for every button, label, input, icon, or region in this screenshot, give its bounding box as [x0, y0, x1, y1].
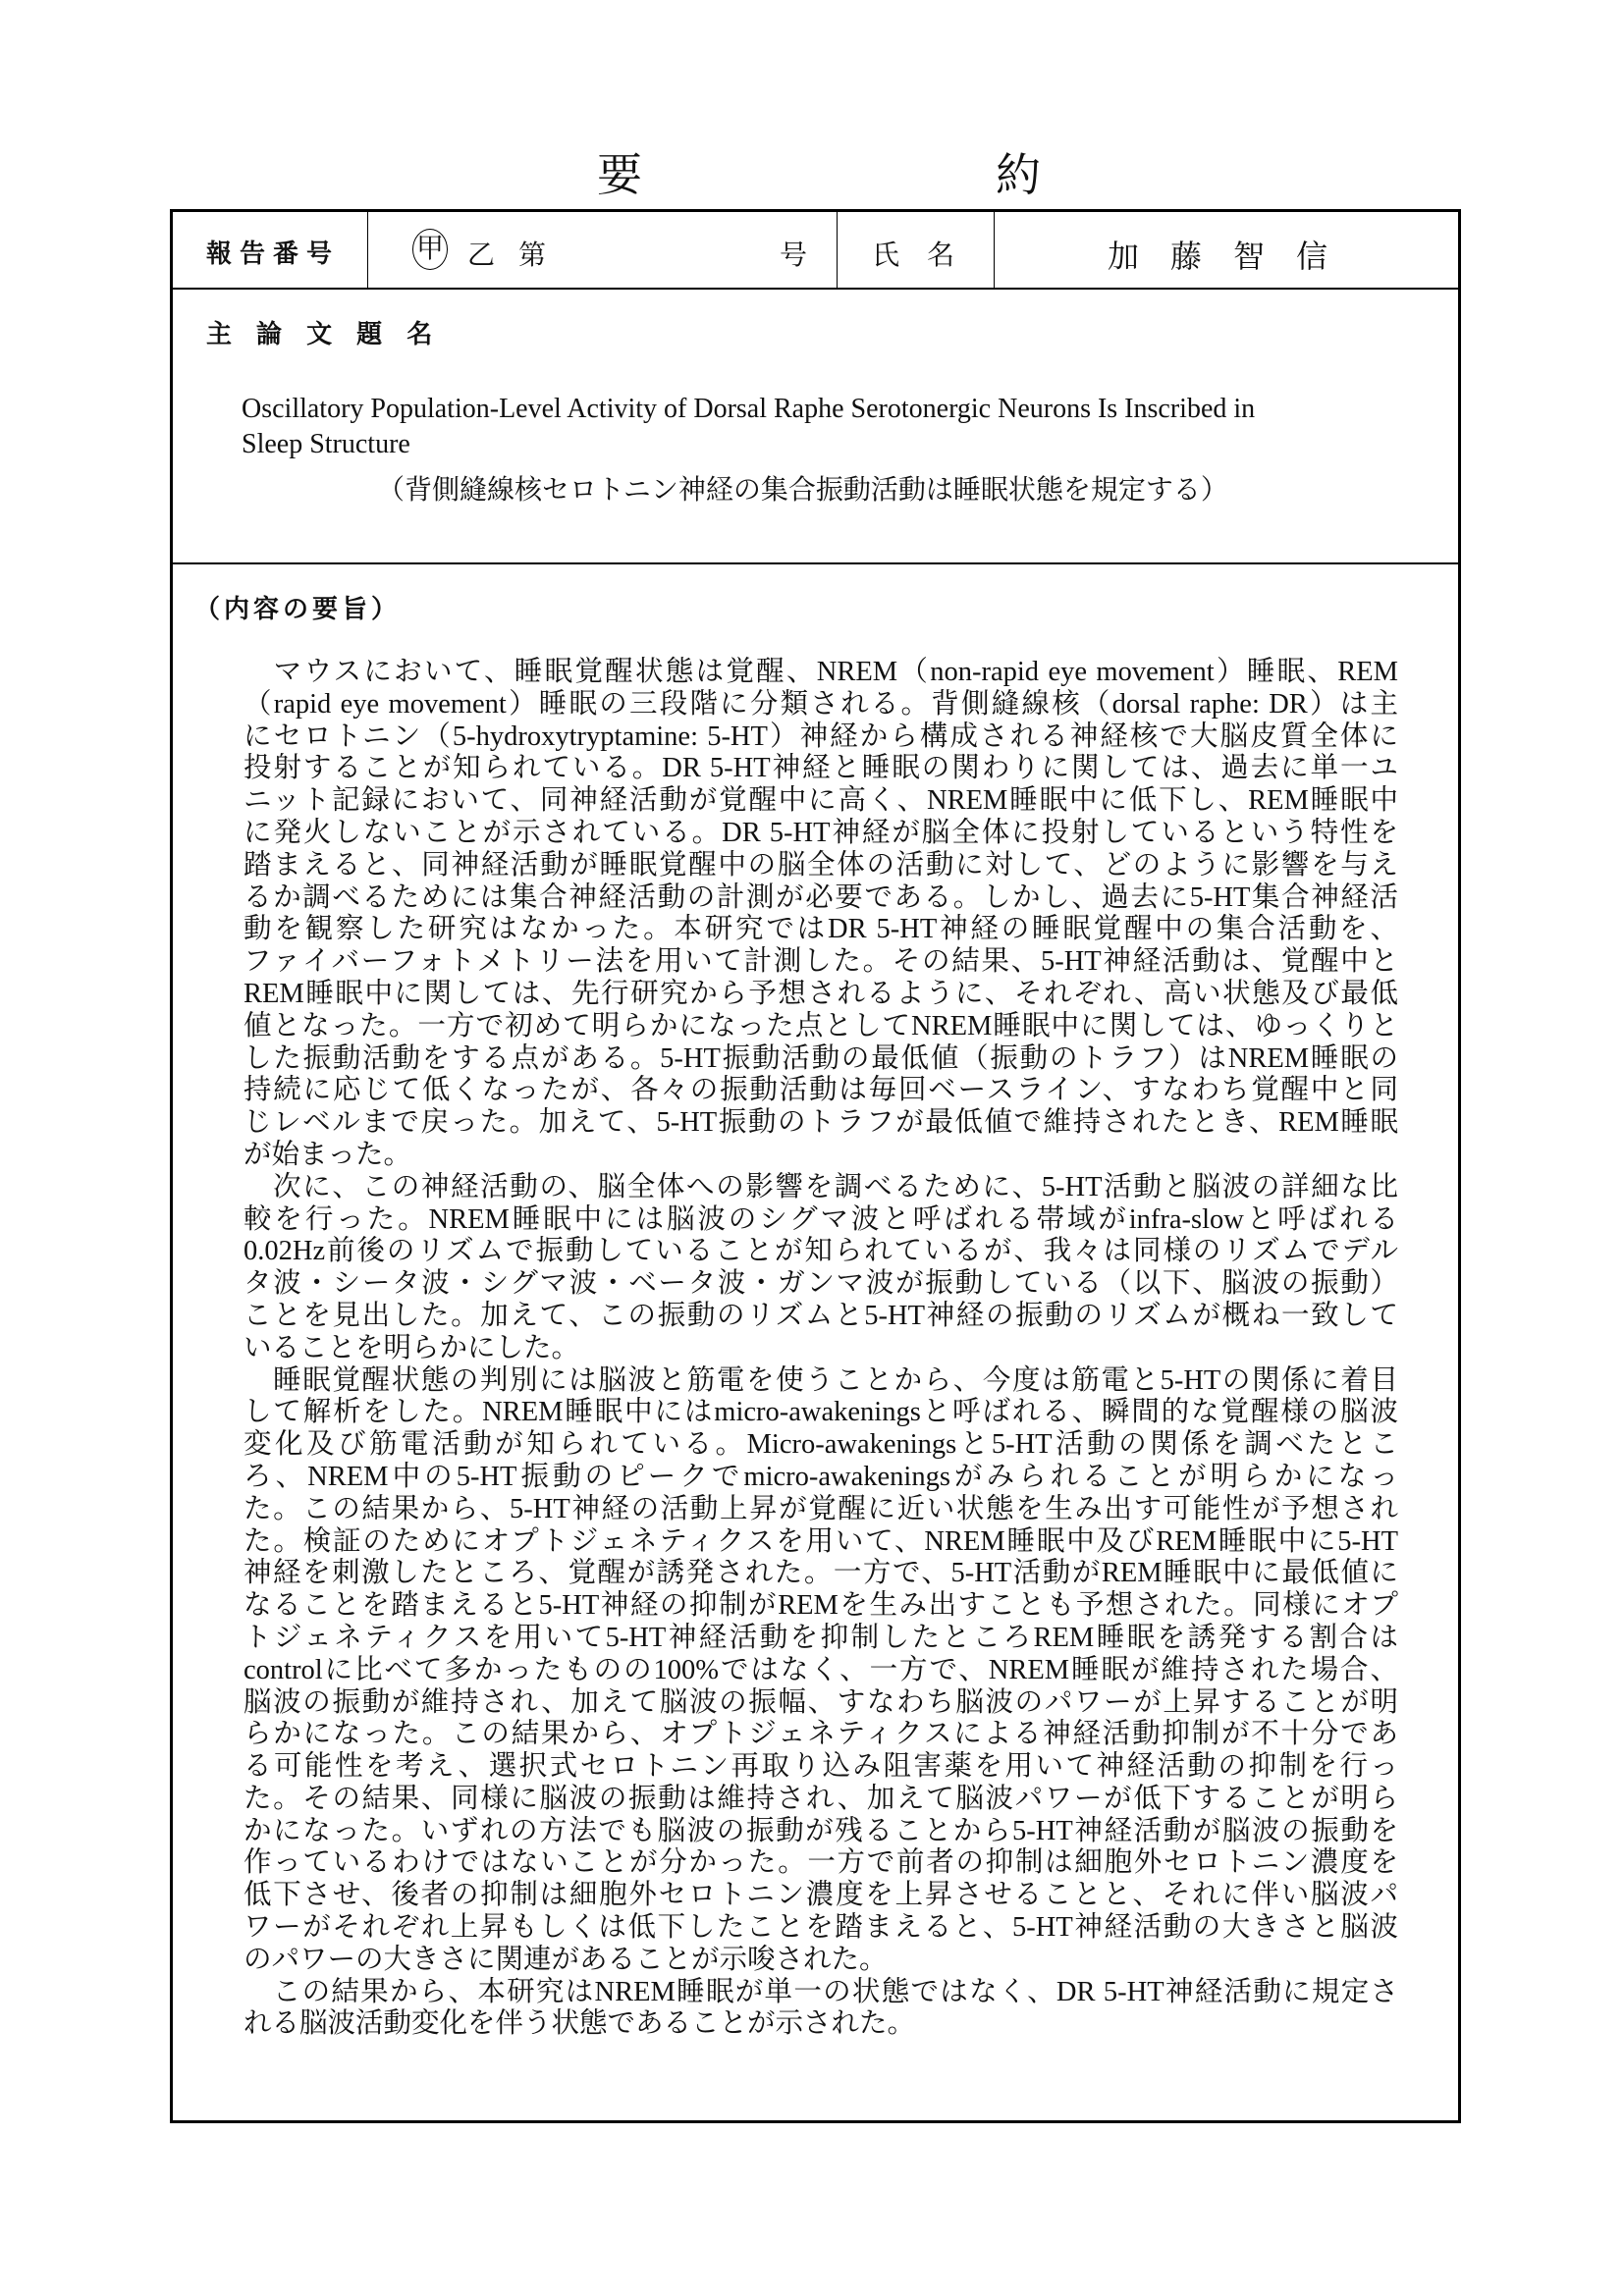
summary-line: トジェネティクスを用いて5-HT神経活動を抑制したところREM睡眠を誘発する割合は: [244, 1622, 1398, 1653]
summary-line: 持続に応じて低くなったが、各々の振動活動は毎回ベースライン、すなわち覚醒中と同: [244, 1075, 1398, 1106]
summary-line: タ波・シータ波・シグマ波・ベータ波・ガンマ波が振動している（以下、脳波の振動）: [244, 1268, 1398, 1300]
divider: [994, 212, 995, 288]
circled-kou: [412, 229, 448, 270]
go-text: 号: [780, 240, 808, 271]
summary-line: た。この結果から、5-HT神経の活動上昇が覚醒に近い状態を生み出す可能性が予想され: [244, 1493, 1398, 1524]
divider: [837, 212, 838, 288]
summary-line: た。検証のためにオプトジェネティクスを用いて、NREM睡眠中及びREM睡眠中に5-HT: [244, 1525, 1398, 1557]
summary-line: ニット記録において、同神経活動が覚醒中に高く、NREM睡眠中に低下し、REM睡眠中: [244, 785, 1398, 817]
author-name: 加 藤 智 信: [1108, 239, 1328, 274]
summary-line: マウスにおいて、睡眠覚醒状態は覚醒、NREM（non-rapid eye movement）睡眠、REM: [244, 657, 1398, 687]
summary-line: 投射することが知られている。DR 5-HT神経と睡眠の関わりに関しては、過去に単一ユ: [244, 753, 1398, 784]
summary-line: （rapid eye movement）睡眠の三段階に分類される。背側縫線核（dorsal raphe: DR）は主: [244, 688, 1398, 720]
dai-text: 第: [518, 240, 547, 271]
summary-line: 神経を刺激したところ、覚醒が誘発された。一方で、5-HT活動がREM睡眠中に最低値に: [244, 1558, 1398, 1589]
summary-line: 踏まえると、同神経活動が睡眠覚醒中の脳全体の活動に対して、どのように影響を与え: [244, 849, 1398, 881]
summary-line: た。その結果、同様に脳波の振動は維持され、加えて脳波パワーが低下することが明ら: [244, 1783, 1398, 1814]
summary-line: じレベルまで戻った。加えて、5-HT振動のトラフが最低値で維持されたとき、REM睡眠: [244, 1107, 1398, 1139]
summary-line: して解析をした。NREM睡眠中にはmicro-awakeningsと呼ばれる、瞬間的な覚醒様の脳波: [244, 1397, 1398, 1428]
summary-line: 値となった。一方で初めて明らかになった点としてNREM睡眠中に関しては、ゆっくりと: [244, 1010, 1398, 1041]
summary-line: REM睡眠中に関しては、先行研究から予想されるように、それぞれ、高い状態及び最低: [244, 978, 1398, 1009]
heading-char-2: 約: [996, 150, 1041, 200]
summary-line: るか調べるためには集合神経活動の計測が必要である。しかし、過去に5-HT集合神経活: [244, 881, 1398, 913]
summary-line: 次に、この神経活動の、脳全体への影響を調べるために、5-HT活動と脳波の詳細な比: [244, 1171, 1398, 1202]
divider: [367, 212, 368, 288]
thesis-title-ja: （背側縫線核セロトニン神経の集合振動活動は睡眠状態を規定する）: [377, 475, 1228, 506]
summary-line: らかになった。この結果から、オプトジェネティクスによる神経活動抑制が不十分であ: [244, 1719, 1398, 1750]
summary-line: 動を観察した研究はなかった。本研究ではDR 5-HT神経の睡眠覚醒中の集合活動を、: [244, 914, 1398, 945]
summary-line: る可能性を考え、選択式セロトニン再取り込み阻害薬を用いて神経活動の抑制を行っ: [244, 1751, 1398, 1783]
report-number-label: 報告番号: [206, 240, 341, 269]
otsu-text: 乙: [467, 240, 496, 271]
summary-line: いることを明らかにした。: [244, 1332, 580, 1363]
divider: [173, 288, 1458, 290]
summary-line: れる脳波活動変化を伴う状態であることが示された。: [244, 2008, 916, 2040]
circled-kou-mark: 甲: [412, 229, 448, 270]
thesis-title-en-line-1: Oscillatory Population-Level Activity of Dorsal Raphe Serotonergic Neurons Is Inscribed in: [242, 394, 1256, 424]
summary-line: かになった。いずれの方法でも脳波の振動が残ることから5-HT神経活動が脳波の振動を: [244, 1815, 1398, 1846]
summary-line: 0.02Hz前後のリズムで振動していることが知られているが、我々は同様のリズムでデル: [244, 1236, 1398, 1267]
thesis-title-label: 主 論 文 題 名: [206, 320, 441, 349]
summary-line: この結果から、本研究はNREM睡眠が単一の状態ではなく、DR 5-HT神経活動に規定さ: [244, 1976, 1398, 2007]
summary-line: なることを踏まえると5-HT神経の抑制がREMを生み出すことも予想された。同様にオプ: [244, 1590, 1398, 1622]
summary-line: ファイバーフォトメトリー法を用いて計測した。その結果、5-HT神経活動は、覚醒中と: [244, 946, 1398, 978]
summary-form: [170, 209, 1461, 2123]
summary-line: 低下させ、後者の抑制は細胞外セロトニン濃度を上昇させることと、それに伴い脳波パ: [244, 1880, 1398, 1911]
summary-line: ことを見出した。加えて、この振動のリズムと5-HT神経の振動のリズムが概ね一致して: [244, 1300, 1398, 1331]
summary-line: 較を行った。NREM睡眠中には脳波のシグマ波と呼ばれる帯域がinfra-slowと呼ばれる: [244, 1203, 1398, 1235]
document-heading: [0, 139, 1624, 198]
summary-label: （内容の要旨）: [194, 595, 402, 624]
summary-line: 作っているわけではないことが分かった。一方で前者の抑制は細胞外セロトニン濃度を: [244, 1847, 1398, 1879]
summary-line: に発火しないことが示されている。DR 5-HT神経が脳全体に投射しているという特性を: [244, 817, 1398, 848]
summary-line: のパワーの大きさに関連があることが示唆された。: [244, 1944, 888, 1975]
summary-line: にセロトニン（5-hydroxytryptamine: 5-HT）神経から構成される神経核で大脳皮質全体に: [244, 721, 1398, 752]
thesis-title-en-line-2: Sleep Structure: [242, 429, 410, 459]
summary-line: 変化及び筋電活動が知られている。Micro-awakeningsと5-HT活動の関係を調べたとこ: [244, 1429, 1398, 1461]
summary-line: した振動活動をする点がある。5-HT振動活動の最低値（振動のトラフ）はNREM睡眠の: [244, 1042, 1398, 1074]
summary-body: [244, 657, 1398, 2041]
summary-line: 脳波の振動が維持され、加えて脳波の振幅、すなわち脳波のパワーが上昇することが明: [244, 1686, 1398, 1718]
summary-line: ワーがそれぞれ上昇もしくは低下したことを踏まえると、5-HT神経活動の大きさと脳波: [244, 1912, 1398, 1944]
name-label: 氏 名: [872, 240, 955, 271]
summary-line: が始まった。: [244, 1139, 412, 1170]
summary-line: controlに比べて多かったものの100%ではなく、一方で、NREM睡眠が維持された場合、: [244, 1654, 1398, 1685]
heading-char-1: 要: [597, 150, 642, 200]
summary-line: ろ、NREM中の5-HT振動のピークでmicro-awakeningsがみられることが明らかになっ: [244, 1461, 1398, 1492]
divider: [173, 562, 1458, 564]
summary-line: 睡眠覚醒状態の判別には脳波と筋電を使うことから、今度は筋電と5-HTの関係に着目: [244, 1364, 1398, 1396]
